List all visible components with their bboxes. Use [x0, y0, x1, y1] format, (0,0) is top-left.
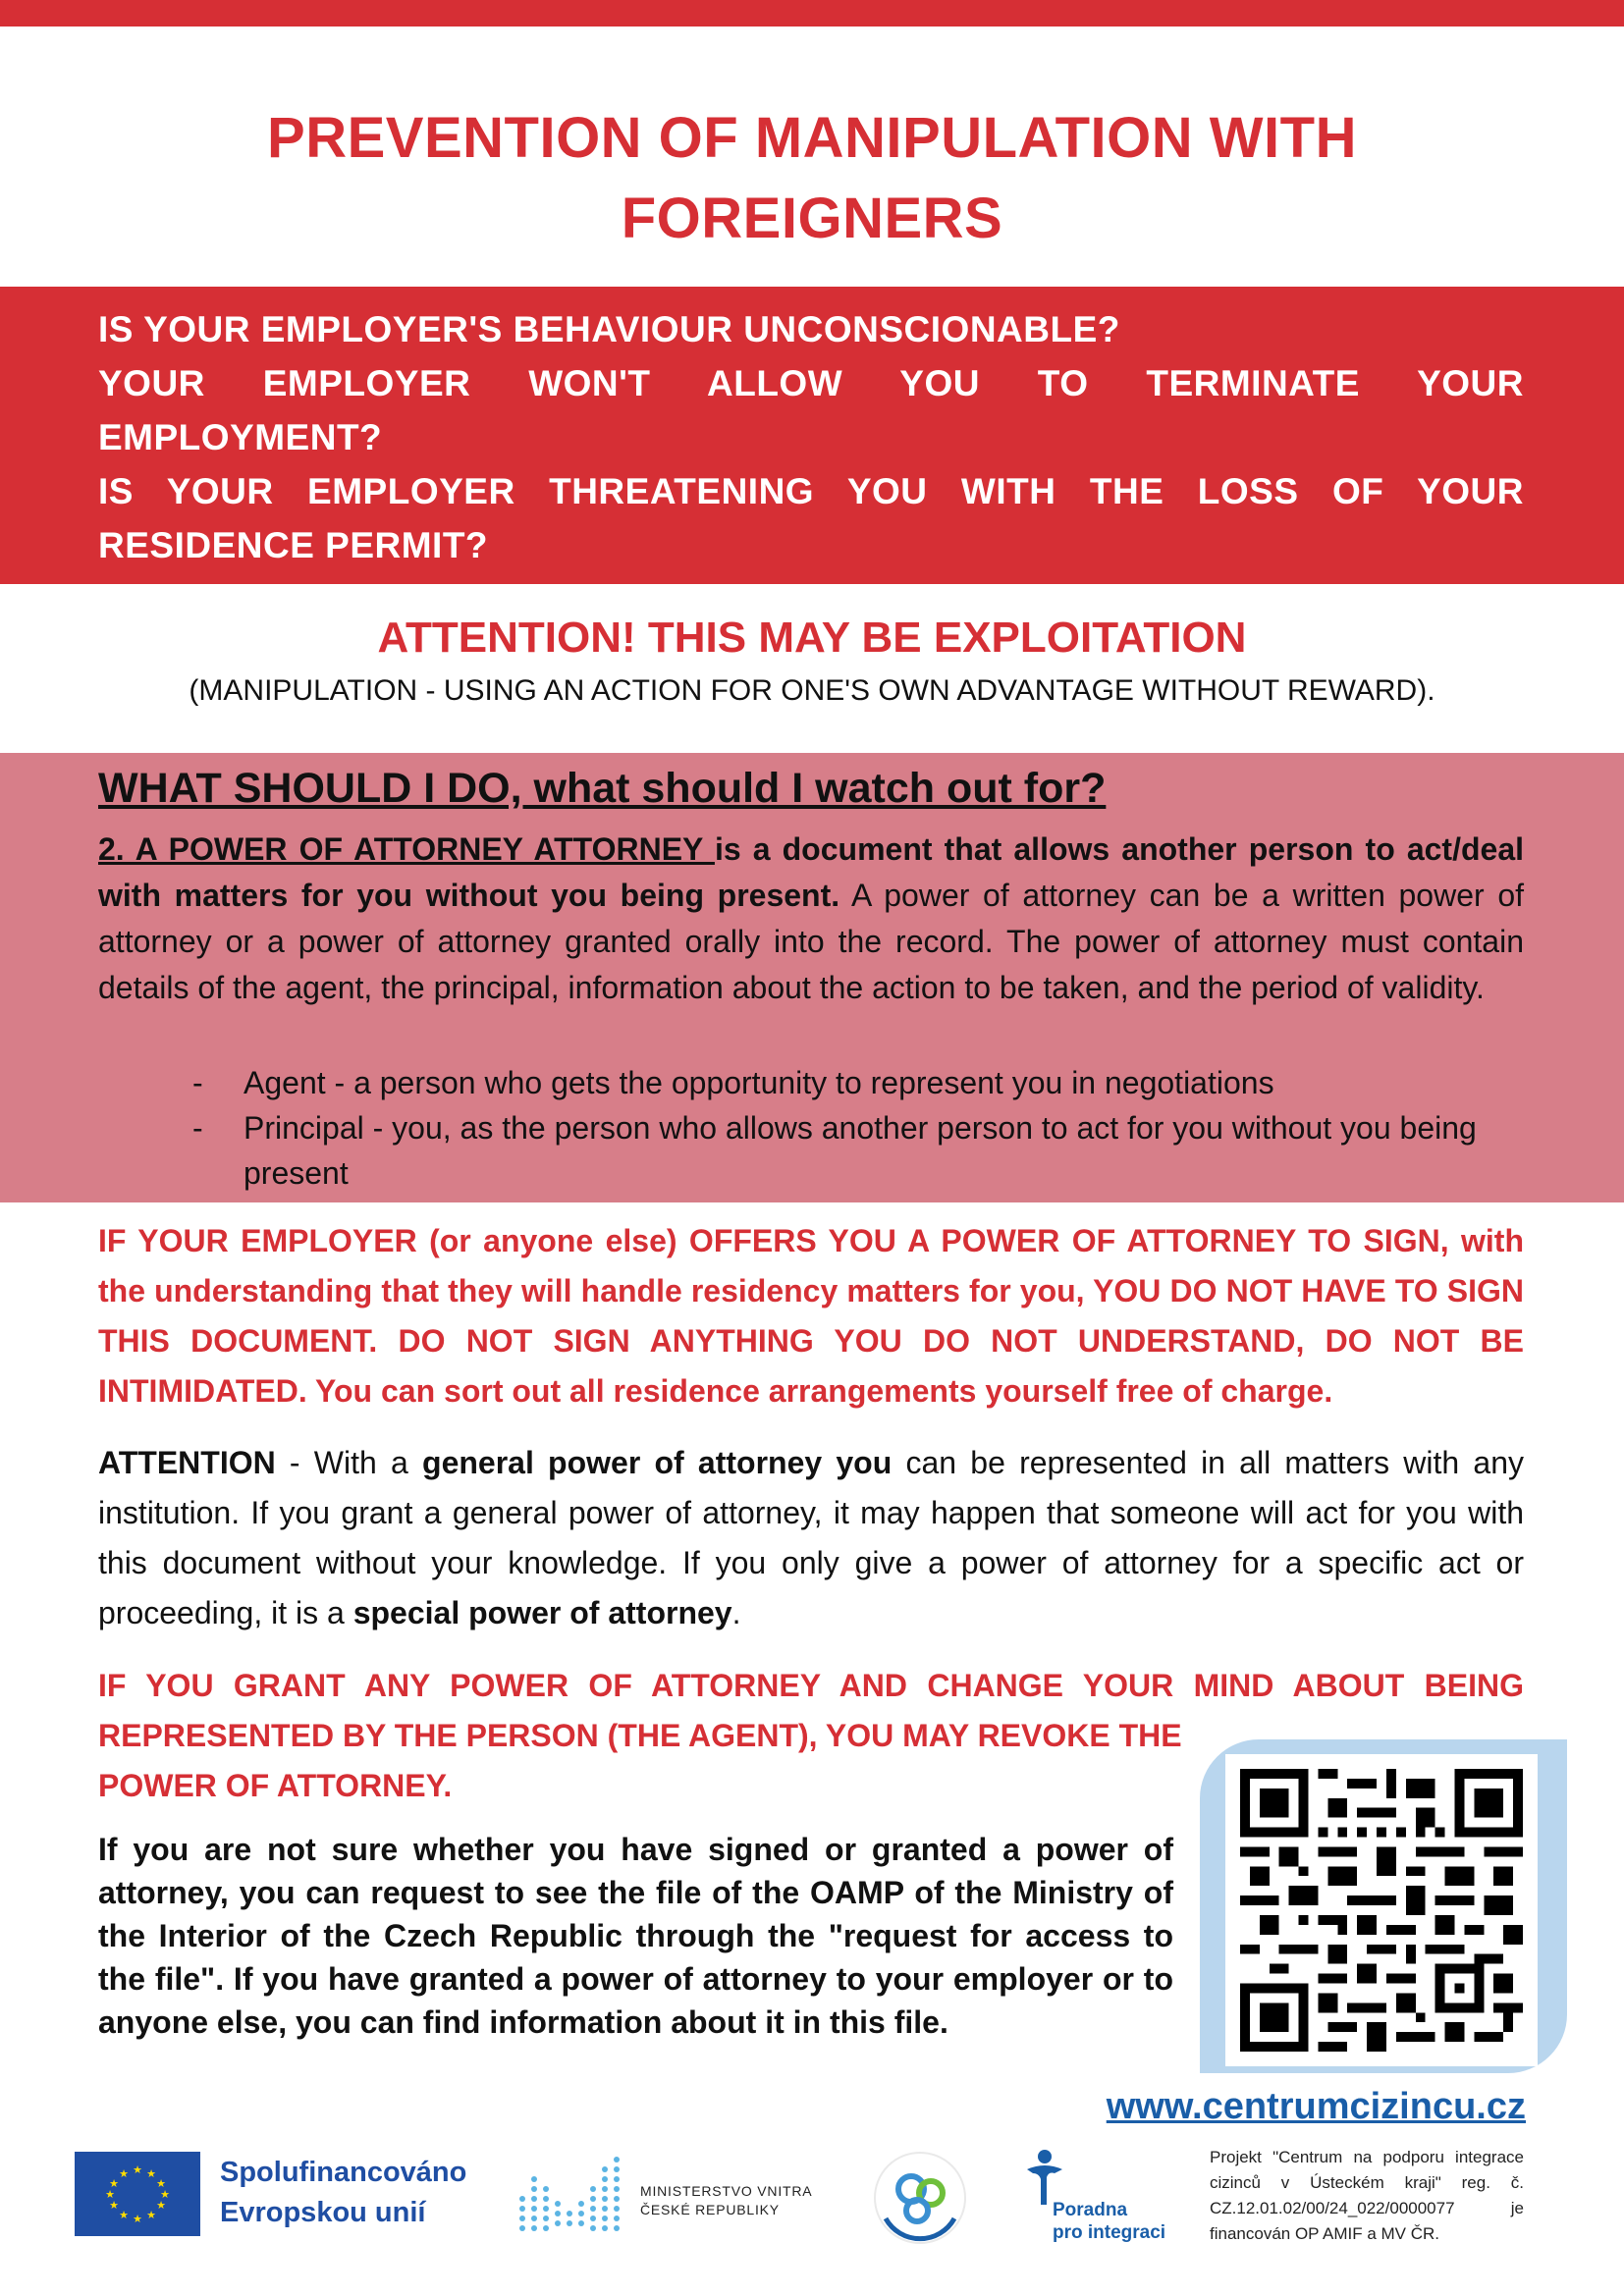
- do-not-sign-warning: IF YOUR EMPLOYER (or anyone else) OFFERS YOU A POWER OF ATTORNEY TO SIGN, with the understanding that they will handle residency matters for you, YOU DO NOT HAVE TO SIGN THIS DOCUMENT. DO NOT SIGN ANYTHING YOU DO NOT UNDERSTAND, DO NOT BE INTIMIDATED. You can sort out all residence arrangements yourself free of charge.: [98, 1223, 1524, 1409]
- svg-text:★: ★: [156, 2177, 166, 2190]
- ministry-logo-icon: [514, 2150, 628, 2236]
- eu-text-line-1: Spolufinancováno: [220, 2157, 467, 2188]
- question-3-line-2: RESIDENCE PERMIT?: [98, 525, 489, 565]
- revoke-warning-line-1: IF YOU GRANT ANY POWER OF ATTORNEY AND CHANGE YOUR MIND ABOUT BEING: [98, 1668, 1524, 1703]
- question-2-line-1: YOUR EMPLOYER WON'T ALLOW YOU TO TERMINATE YOUR: [98, 363, 1524, 403]
- title-line-1: PREVENTION OF MANIPULATION WITH: [267, 106, 1357, 170]
- questions-banner: [0, 287, 1624, 584]
- centrum-logo-icon: [872, 2150, 968, 2246]
- top-accent-bar: [0, 0, 1624, 27]
- text-fragment: can be represented in all matters with any institution. If you grant a general power of attorney, it may happen that someone will act for you with this document without your knowledge. If you only give a power of attorney for a specific act or proceeding, it is a: [98, 1445, 1525, 1630]
- power-of-attorney-definition: [98, 827, 1524, 1011]
- general-poa-note: [98, 1438, 1524, 1638]
- qr-code-icon[interactable]: [1240, 1769, 1523, 2052]
- svg-text:★: ★: [133, 2213, 142, 2225]
- project-info: Projekt "Centrum na podporu integrace cizinců v Ústeckém kraji" reg. č. CZ.12.01.02/00/24_022/0000077 je financován OP AMIF a MV ČR.: [1210, 2148, 1524, 2243]
- file-access-info: If you are not sure whether you have signed or granted a power of attorney, you can request to see the file of the OAMP of the Ministry of the Interior of the Czech Republic through the "request for access to the file". If you have granted a power of attorney to your employer or to anyone else, you can find information about it in this file.: [98, 1832, 1173, 2040]
- ministry-line-1: MINISTERSTVO VNITRA: [640, 2183, 813, 2199]
- dash-marker: -: [192, 1110, 203, 1146]
- poradna-label: [1053, 2199, 1165, 2244]
- eu-flag-icon: [75, 2152, 200, 2236]
- attention-subtitle: (MANIPULATION - USING AN ACTION FOR ONE'S OWN ADVANTAGE WITHOUT REWARD).: [189, 674, 1435, 707]
- eu-cofinancing-text: [220, 2153, 466, 2233]
- question-2-line-2: EMPLOYMENT?: [98, 417, 383, 457]
- svg-text:★: ★: [109, 2177, 119, 2190]
- svg-text:★: ★: [146, 2209, 156, 2221]
- svg-text:★: ★: [119, 2167, 129, 2180]
- poradna-person-icon: [1021, 2148, 1068, 2207]
- svg-text:★: ★: [109, 2199, 119, 2212]
- svg-text:★: ★: [156, 2199, 166, 2212]
- general-poa-term: general power of attorney you: [422, 1445, 893, 1480]
- question-1: IS YOUR EMPLOYER'S BEHAVIOUR UNCONSCIONABLE?: [98, 309, 1120, 349]
- poa-title: 2. A POWER OF ATTORNEY ATTORNEY: [98, 831, 715, 867]
- agent-definition: Agent - a person who gets the opportunity to represent you in negotiations: [244, 1065, 1274, 1100]
- ministry-name: [640, 2182, 812, 2219]
- poradna-line-1: Poradna: [1053, 2200, 1128, 2220]
- poa-definition-bold: is a document that allows another person to act/deal with matters for you without you being present.: [98, 831, 1525, 913]
- list-item: [192, 1105, 1498, 1196]
- text-fragment: - With a: [275, 1445, 423, 1480]
- special-poa-term: special power of attorney: [352, 1595, 732, 1630]
- poa-definition-text: A power of attorney can be a written power of attorney or a power of attorney granted orally into the record. The power of attorney must contain details of the agent, the principal, information about the action to be taken, and the period of validity.: [98, 878, 1525, 1005]
- attention-label: ATTENTION: [98, 1445, 276, 1480]
- list-item: [192, 1060, 1498, 1105]
- svg-text:★: ★: [133, 2163, 142, 2176]
- principal-definition: Principal - you, as the person who allows another person to act for you without you being present: [244, 1110, 1477, 1191]
- title-line-2: FOREIGNERS: [621, 187, 1003, 250]
- attention-heading: ATTENTION! THIS MAY BE EXPLOITATION: [377, 614, 1247, 662]
- svg-text:★: ★: [160, 2188, 170, 2201]
- dash-marker: -: [192, 1065, 203, 1100]
- question-3-line-1: IS YOUR EMPLOYER THREATENING YOU WITH THE LOSS OF YOUR: [98, 471, 1524, 511]
- poradna-line-2: pro integraci: [1053, 2222, 1166, 2243]
- ministry-line-2: ČESKÉ REPUBLIKY: [640, 2202, 780, 2217]
- page-title: [0, 98, 1624, 259]
- revoke-warning-line-2: REPRESENTED BY THE PERSON (THE AGENT), YOU MAY REVOKE THE POWER OF ATTORNEY.: [98, 1718, 1182, 1803]
- svg-text:★: ★: [105, 2188, 115, 2201]
- definitions-list: [192, 1060, 1498, 1196]
- svg-text:★: ★: [146, 2167, 156, 2180]
- svg-text:★: ★: [119, 2209, 129, 2221]
- eu-text-line-2: Evropskou unií: [220, 2197, 426, 2228]
- website-link[interactable]: www.centrumcizincu.cz: [1106, 2086, 1526, 2127]
- text-fragment: .: [731, 1595, 741, 1630]
- what-should-i-do-heading: WHAT SHOULD I DO, what should I watch out for?: [98, 765, 1107, 812]
